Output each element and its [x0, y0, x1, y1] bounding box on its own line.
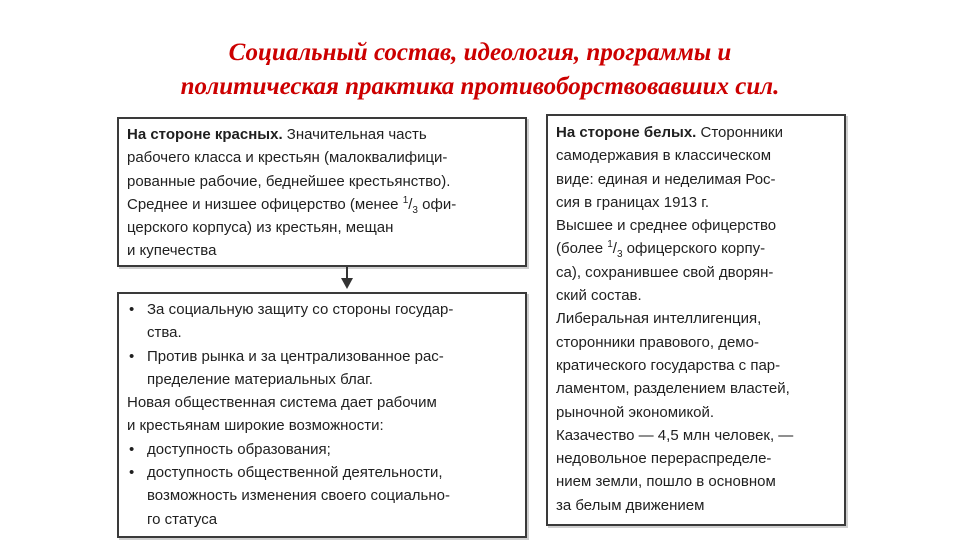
- whites-line-14: Казачество — 4,5 млн человек, —: [556, 426, 794, 444]
- reds-line-5: церского корпуса) из крестьян, мещан: [127, 219, 394, 237]
- whites-line-2: самодержавия в классическом: [556, 147, 772, 165]
- whites-line-4: сия в границах 1913 г.: [556, 193, 710, 211]
- reds-line-2: рабочего класса и крестьян (малоквалифици-: [127, 149, 448, 167]
- reds-line-1: На стороне красных. Значительная часть: [127, 126, 427, 143]
- list-item: • Против рынка и за централизованное рас- пределение материальных благ.: [127, 345, 517, 392]
- whites-line-15: недовольное перераспределе-: [556, 450, 772, 468]
- program-text-line-2: и крестьянам широкие возможности:: [127, 417, 384, 435]
- bullet-icon: •: [129, 464, 135, 482]
- fraction-one-third: $^1/_3$: [402, 194, 418, 216]
- whites-line-16: нием земли, пошло в основном: [556, 473, 776, 491]
- list-item: • доступность общественной деятельности, возможность изменения своего социально- го статуса: [127, 461, 517, 531]
- reds-line-3: рованные рабочие, беднейшее крестьянство).: [127, 172, 451, 190]
- whites-line-1: На стороне белых. Сторонники: [556, 124, 783, 141]
- whites-line-3: виде: единая и неделимая Рос-: [556, 170, 776, 188]
- whites-line-9: Либеральная интеллигенция,: [556, 310, 762, 328]
- whites-line-13: рыночной экономикой.: [556, 403, 715, 421]
- reds-lead: На стороне красных.: [127, 126, 283, 143]
- whites-box: [546, 114, 846, 526]
- reds-program-box: [117, 292, 527, 538]
- whites-line-11: кратического государства с пар-: [556, 356, 781, 374]
- bullet-icon: •: [129, 301, 135, 318]
- whites-line-17: за белым движением: [556, 496, 705, 514]
- title-line-2: политическая практика противоборствовавших сил.: [180, 73, 780, 100]
- whites-line-8: ский состав.: [556, 287, 642, 305]
- fraction-one-third: $^1/_3$: [607, 239, 623, 261]
- list-item: • доступность образования;: [127, 438, 517, 461]
- slide-title: [60, 36, 900, 104]
- arrow-down-icon: [341, 278, 353, 289]
- program-text-line-1: Новая общественная система дает рабочим: [127, 394, 437, 412]
- whites-line-12: ламентом, разделением властей,: [556, 380, 790, 398]
- whites-lead: На стороне белых.: [556, 124, 697, 141]
- whites-line-5: Высшее и среднее офицерство: [556, 217, 777, 235]
- whites-line-6: (более $^1/_3$ офицерского корпу-: [556, 239, 766, 261]
- reds-composition-box: [117, 117, 527, 267]
- whites-line-10: сторонники правового, демо-: [556, 333, 759, 351]
- title-line-1: Социальный состав, идеология, программы и: [228, 39, 732, 66]
- list-item: • За социальную защиту со стороны государ- ства.: [127, 298, 517, 345]
- reds-line-4: Среднее и низшее офицерство (менее $^1/_3$ офи-: [127, 194, 457, 216]
- reds-line-6: и купечества: [127, 242, 217, 260]
- bullet-icon: •: [129, 440, 135, 458]
- whites-line-7: са), сохранившее свой дворян-: [556, 263, 774, 281]
- bullet-icon: •: [129, 347, 135, 365]
